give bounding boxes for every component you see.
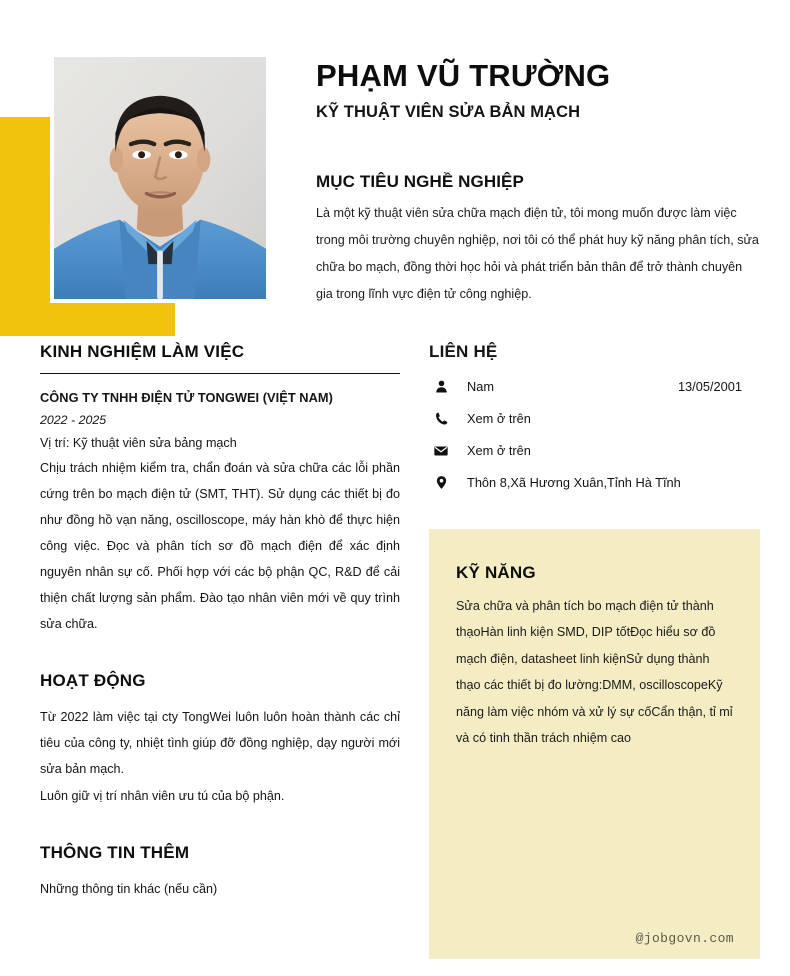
skills-heading: KỸ NĂNG: [456, 562, 536, 582]
cv-header: [0, 0, 790, 308]
experience-position: Vị trí: Kỹ thuật viên sửa bảng mạch: [40, 435, 237, 450]
contact-row-gender: [429, 371, 790, 403]
page-title: PHẠM VŨ TRƯỜNG: [316, 58, 611, 93]
location-pin-icon: [429, 475, 453, 490]
profile-photo: [54, 57, 266, 299]
extra-info-section: [40, 843, 400, 902]
extra-info-body: Những thông tin khác (nếu cần): [40, 881, 218, 896]
skills-body: Sửa chữa và phân tích bo mạch điện tử thành thạoHàn linh kiện SMD, DIP tốtĐọc hiểu sơ đồ mạch điện, datasheet linh kiệnSử dụng thành thạo các thiết bị đo lường:DMM, oscilloscopeKỹ năng làm việc nhóm và xử lý sự cốCẩn thận, tỉ mỉ và có tinh thần trách nhiệm cao: [456, 598, 733, 746]
objective-body: Là một kỹ thuật viên sửa chữa mạch điện tử, tôi mong muốn được làm việc trong môi trường chuyên nghiệp, nơi tôi có thể phát huy kỹ năng phân tích, sửa chữa bo mạch, đồng thời học hỏi và phát triển bản thân để trở thành chuyên gia trong lĩnh vực điện tử công nghiệp.: [316, 205, 759, 301]
activities-body: Từ 2022 làm việc tại cty TongWei luôn luôn hoàn thành các chỉ tiêu của công ty, nhiệt tình giúp đỡ đồng nghiệp, dạy người mới sửa bản mạch.: [40, 710, 400, 777]
skills-panel: [429, 529, 760, 959]
experience-divider: [40, 373, 400, 374]
contact-row-phone[interactable]: [429, 403, 790, 435]
phone-icon: [429, 411, 453, 426]
left-column: [0, 342, 420, 902]
contact-phone-value: Xem ở trên: [467, 411, 531, 427]
person-icon: [429, 379, 453, 394]
extra-info-heading: THÔNG TIN THÊM: [40, 842, 190, 862]
activities-heading: HOẠT ĐỘNG: [40, 671, 146, 691]
contact-row-email[interactable]: [429, 435, 790, 467]
experience-duties: Chịu trách nhiệm kiểm tra, chẩn đoán và sửa chữa các lỗi phần cứng trên bo mạch điện tử (SMT, THT). Sử dụng các thiết bị đo như đồng hồ vạn năng, oscilloscope, máy hàn khò để thực hiện công việc. Đọc và phân tích sơ đồ mạch điện để xác định nguyên nhân sự cố. Phối hợp với các bộ phận QC, R&D để cải thiện chất lượng sản phẩm. Đào tạo nhân viên mới về quy trình sửa chữa.: [40, 460, 400, 632]
objective-heading: MỤC TIÊU NGHỀ NGHIỆP: [316, 171, 524, 191]
header-text-block: [316, 53, 790, 308]
contact-gender-value: Nam: [467, 379, 495, 395]
contact-section: [429, 342, 790, 499]
profile-photo-frame: [50, 53, 270, 303]
experience-section: [40, 342, 400, 637]
experience-heading: KINH NGHIỆM LÀM VIỆC: [40, 341, 245, 361]
contact-heading: LIÊN HỆ: [429, 341, 498, 361]
watermark: @jobgovn.com: [635, 930, 734, 946]
activities-body-last: Luôn giữ vị trí nhân viên ưu tú của bộ phận.: [40, 788, 285, 803]
job-title: KỸ THUẬT VIÊN SỬA BẢN MẠCH: [316, 102, 581, 121]
cv-body: [0, 342, 790, 959]
contact-birthdate-value: 13/05/2001: [677, 379, 742, 395]
activities-section: [40, 671, 400, 808]
email-icon: [429, 443, 453, 459]
contact-email-value: Xem ở trên: [467, 443, 531, 459]
experience-company: CÔNG TY TNHH ĐIỆN TỬ TONGWEI (VIỆT NAM): [40, 389, 333, 405]
experience-period: 2022 - 2025: [40, 412, 107, 427]
right-column: [420, 342, 790, 959]
contact-row-address: [429, 467, 790, 499]
contact-address-value: Thôn 8,Xã Hương Xuân,Tỉnh Hà Tĩnh: [467, 475, 681, 491]
